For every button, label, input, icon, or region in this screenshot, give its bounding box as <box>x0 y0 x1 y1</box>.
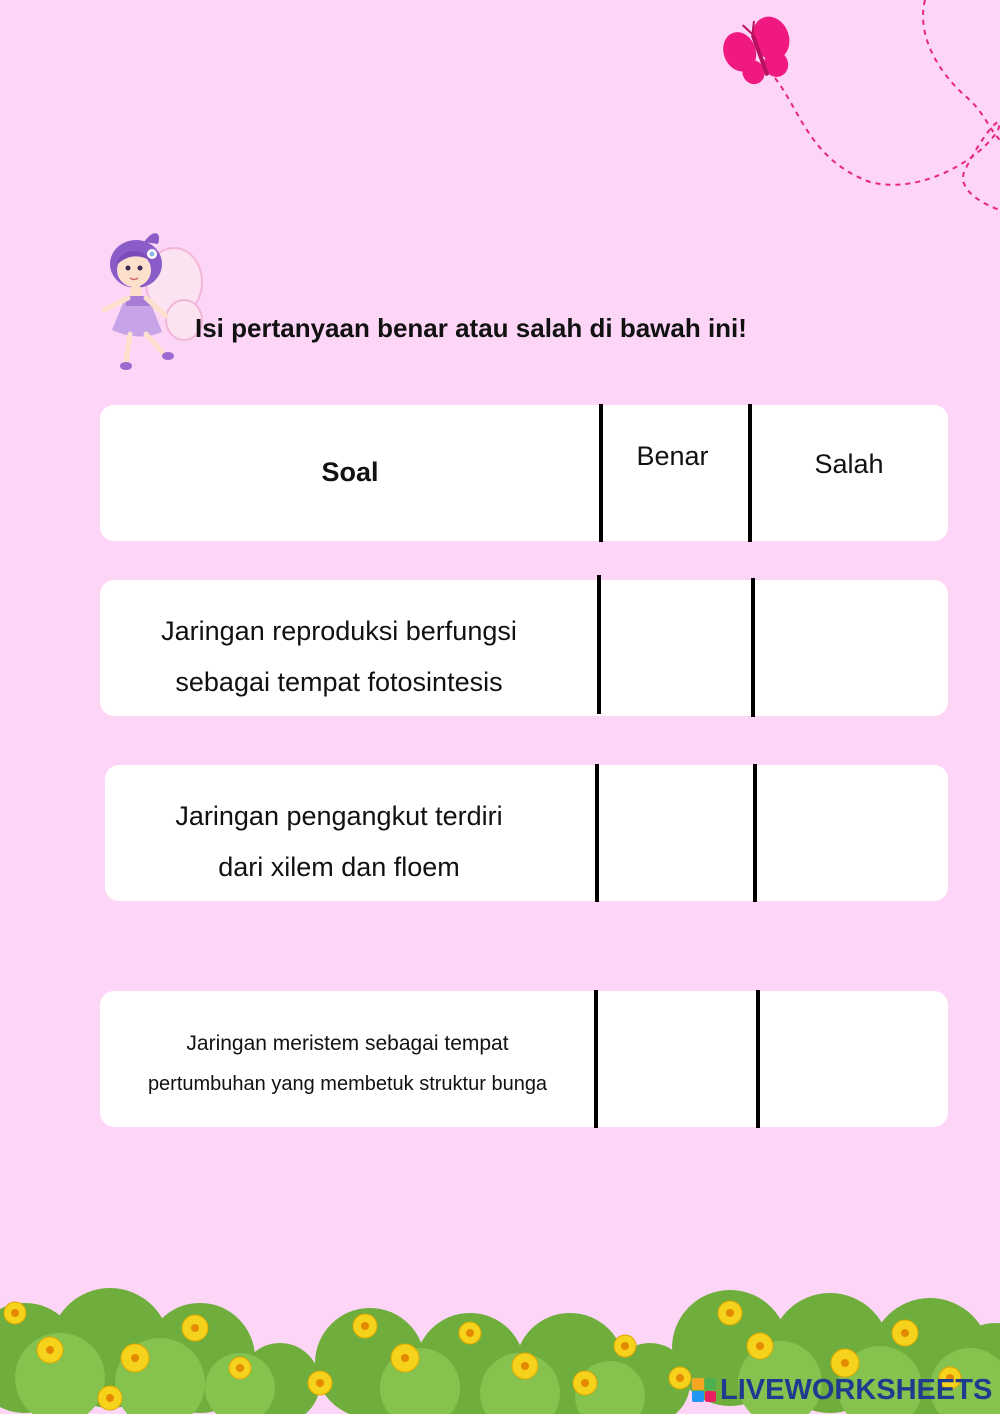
column-divider <box>599 404 603 542</box>
question-line: Jaringan reproduksi berfungsi <box>161 616 517 646</box>
question-column-header: Soal <box>321 457 379 487</box>
question-line: pertumbuhan yang membetuk struktur bunga <box>147 1073 548 1095</box>
answer-false-cell[interactable] <box>757 765 948 901</box>
butterfly-icon <box>716 11 801 92</box>
logo-text: LIVEWORKSHEETS <box>720 1373 993 1406</box>
true-column-header: Benar <box>636 441 709 471</box>
instruction-heading: Isi pertanyaan benar atau salah di bawah ini! <box>195 313 747 343</box>
question-text <box>105 791 573 893</box>
liveworksheets-logo <box>692 1372 992 1408</box>
column-divider <box>597 575 601 714</box>
logo-badge-icon <box>692 1378 716 1402</box>
column-divider <box>753 764 757 902</box>
answer-false-cell[interactable] <box>756 580 948 716</box>
question-text <box>100 606 578 708</box>
answer-true-cell[interactable] <box>600 991 754 1127</box>
table-row <box>100 991 948 1127</box>
question-text <box>100 1024 595 1104</box>
table-header-row <box>100 405 948 541</box>
column-divider <box>594 990 598 1128</box>
column-divider <box>748 404 752 542</box>
table-row <box>100 580 948 716</box>
question-line: dari xilem dan floem <box>218 852 460 882</box>
column-divider <box>751 578 755 717</box>
fairy-illustration <box>96 222 211 380</box>
answer-true-cell[interactable] <box>602 580 750 716</box>
question-line: Jaringan meristem sebagai tempat <box>186 1032 509 1055</box>
column-divider <box>756 990 760 1128</box>
butterfly-flight-path <box>0 0 1000 260</box>
answer-false-cell[interactable] <box>762 991 948 1127</box>
question-line: Jaringan pengangkut terdiri <box>175 801 503 831</box>
question-line: sebagai tempat fotosintesis <box>175 667 503 697</box>
answer-true-cell[interactable] <box>599 765 751 901</box>
false-column-header: Salah <box>814 449 884 479</box>
table-row <box>105 765 948 901</box>
column-divider <box>595 764 599 902</box>
